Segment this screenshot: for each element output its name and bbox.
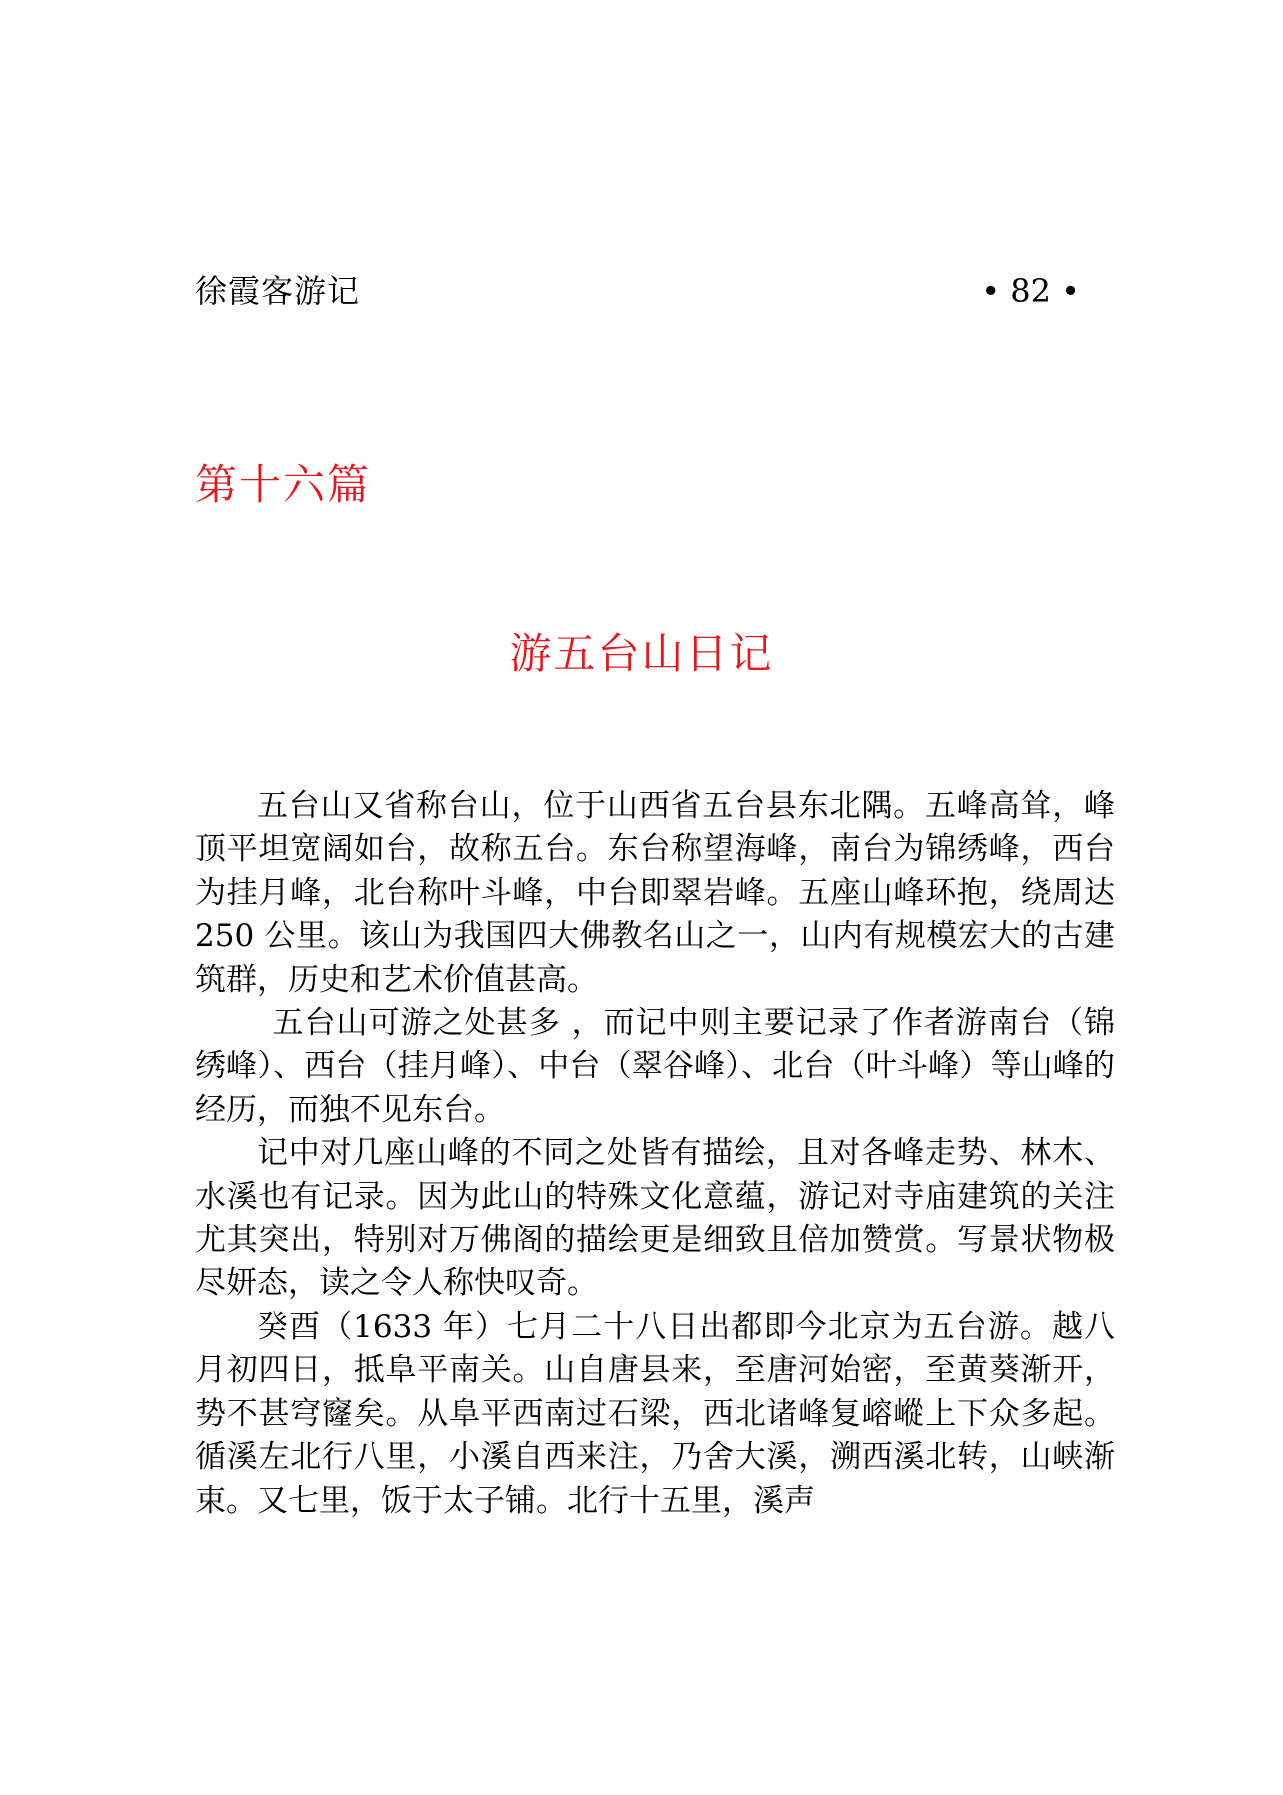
paragraph: 记中对几座山峰的不同之处皆有描绘，且对各峰走势、林木、水溪也有记录。因为此山的特殊文化意蕴，游记对寺庙建筑的关注尤其突出，特别对万佛阁的描绘更是细致且倍加赞赏。写景状物极尽妍态，读之令人称快叹奇。 xyxy=(195,1135,1115,1302)
paragraph: 五台山又省称台山，位于山西省五台县东北隅。五峰高耸，峰顶平坦宽阔如台，故称五台。东台称望海峰，南台为锦绣峰，西台为挂月峰，北台称叶斗峰，中台即翠岩峰。五座山峰环抱，绕周达 250 公里。该山为我国四大佛教名山之一，山内有规模宏大的古建筑群，历史和艺术价值甚高。 xyxy=(195,788,1115,998)
article-title: 游五台山日记 xyxy=(509,629,774,678)
page-number: • 82 • xyxy=(981,272,1080,310)
paragraph: 五台山可游之处甚多 ，而记中则主要记录了作者游南台（锦绣峰）、西台（挂月峰）、中台（翠谷峰）、北台（叶斗峰）等山峰的经历，而独不见东台。 xyxy=(195,1005,1115,1128)
book-title: 徐霞客游记 xyxy=(195,272,361,310)
chapter-label: 第十六篇 xyxy=(195,460,372,509)
paragraph: 癸酉（1633 年）七月二十八日出都即今北京为五台游。越八月初四日，抵阜平南关。山自唐县来，至唐河始密，至黄葵渐开，势不甚穹窿矣。从阜平西南过石梁，西北诸峰复嵱嵷上下众多起。循溪左北行八里，小溪自西来注，乃舍大溪，溯西溪北转，山峡渐束。又七里，饭于太子铺。北行十五里，溪声 xyxy=(195,1308,1115,1519)
running-header xyxy=(195,266,1080,316)
body-text xyxy=(195,785,1115,1523)
